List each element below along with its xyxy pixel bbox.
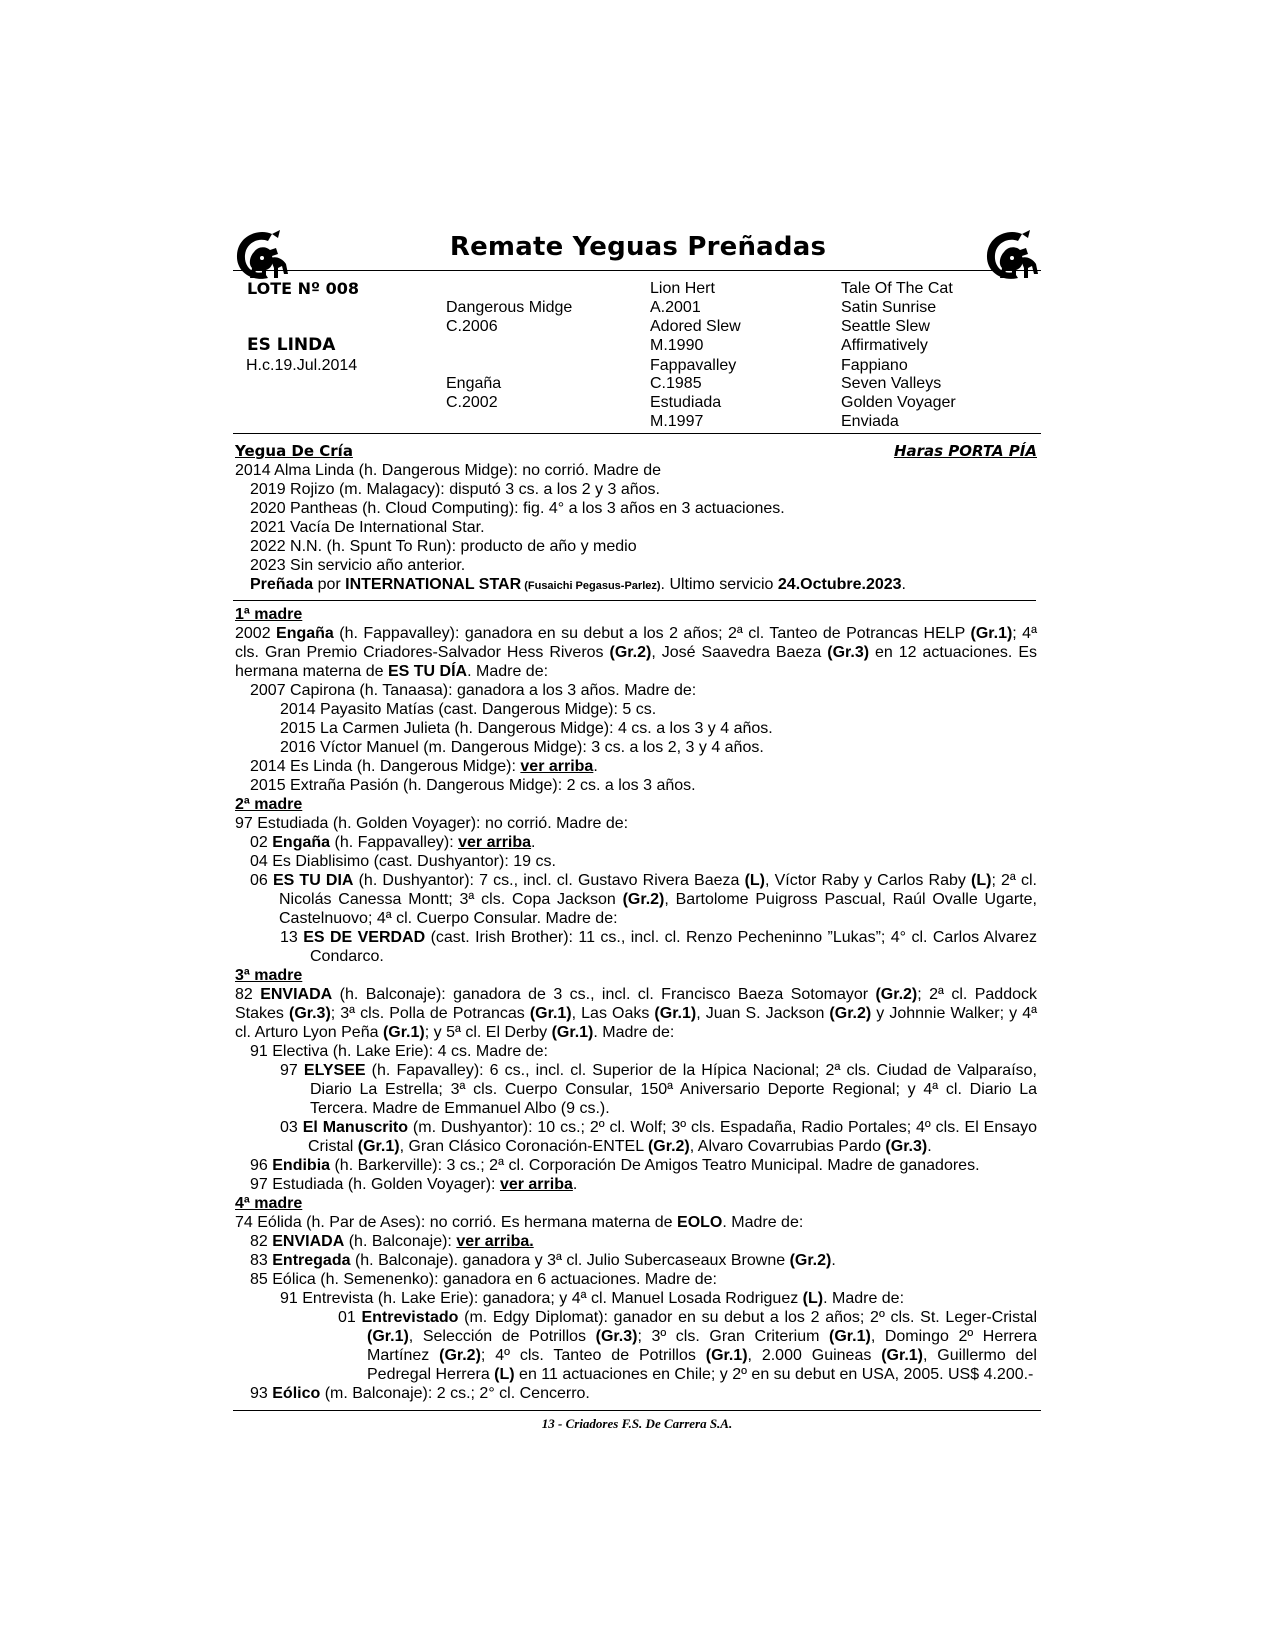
produce-line: 2014 Payasito Matías (cast. Dangerous Midge): 5 cs. <box>280 701 657 718</box>
produce-line: 2019 Rojizo (m. Malagacy): disputó 3 cs. a los 2 y 3 años. <box>250 481 660 498</box>
produce-line: 2021 Vacía De International Star. <box>250 519 485 536</box>
produce-line: 2020 Pantheas (h. Cloud Computing): fig. 4° a los 3 años en 3 actuaciones. <box>250 500 785 517</box>
horse-logo-icon <box>232 228 290 282</box>
see-above-link: ver arriba. <box>456 1233 534 1250</box>
section-heading: 4ª madre <box>235 1195 303 1212</box>
dam-record: 82 ENVIADA (h. Balconaje): ganadora de 3 cs., incl. cl. Francisco Baeza Sotomayor (Gr.2); 2ª cl. Paddock Stakes (Gr.3); 3ª cls. Polla de Potrancas (Gr.1), Las Oaks (Gr.1), Juan S. Jackson (Gr.2) y Johnnie Walker; y 4ª cl. Arturo Lyon Peña (Gr.1); y 5ª cl. El Derby (Gr.1). Madre de: <box>235 986 1038 1041</box>
section-heading: 1ª madre <box>235 606 303 623</box>
page-footer: 13 - Criadores F.S. De Carrera S.A. <box>541 1416 733 1431</box>
yegua-de-cria-header <box>235 442 1037 461</box>
catalog-text <box>235 442 1037 1403</box>
sire-info: C.2006 <box>446 318 498 335</box>
produce-line: 2015 La Carmen Julieta (h. Dangerous Midge): 4 cs. a los 3 y 4 años. <box>280 720 773 737</box>
lot-number: LOTE Nº 008 <box>247 279 360 298</box>
great-grandparent: Tale Of The Cat <box>841 280 953 297</box>
section-heading: 3ª madre <box>235 967 303 984</box>
see-above-link: ver arriba <box>458 834 532 851</box>
produce-line: 97 Estudiada (h. Golden Voyager): ver arriba. <box>250 1176 578 1193</box>
produce-line: 2023 Sin servicio año anterior. <box>250 557 466 574</box>
produce-record: 01 Entrevistado (m. Edgy Diplomat): ganador en su debut a los 2 años; 2º cls. St. Leger-Cristal (Gr.1), Selección de Potrillos (Gr.3); 3º cls. Gran Criterium (Gr.1), Domingo 2º Herrera Martínez (Gr.2); 4º cls. Tanteo de Potrillos (Gr.1), 2.000 Guineas (Gr.1), Guillermo del Pedregal Herrera (L) en 11 actuaciones en Chile; y 2º en su debut en USA, 2005. US$ 4.200.- <box>338 1309 1038 1383</box>
grandparent-info: M.1990 <box>650 337 704 354</box>
produce-line: 2022 N.N. (h. Spunt To Run): producto de año y medio <box>250 538 637 555</box>
produce-line: 04 Es Diablisimo (cast. Dushyantor): 19 cs. <box>250 853 556 870</box>
produce-record: 97 ELYSEE (h. Fapavalley): 6 cs., incl. cl. Superior de la Hípica Nacional; 2ª cls. Ciudad de Valparaíso, Diario La Estrella; 3ª cls. Cuerpo Consular, 150ª Aniversario Deporte Regional; y 4ª cl. Diario La Tercera. Madre de Emmanuel Albo (9 cs.). <box>280 1062 1037 1117</box>
produce-line: 83 Entregada (h. Balconaje). ganadora y 3ª cl. Julio Subercaseaux Browne (Gr.2). <box>250 1252 836 1269</box>
horse-details: H.c.19.Jul.2014 <box>246 357 358 374</box>
horse-name: ES LINDA <box>247 335 336 355</box>
produce-line: 2007 Capirona (h. Tanaasa): ganadora a los 3 años. Madre de: <box>250 682 697 699</box>
sire-name: Dangerous Midge <box>446 299 573 316</box>
pregnancy-line: Preñada por INTERNATIONAL STAR (Fusaichi Pegasus-Parlez). Ultimo servicio 24.Octubre.2023. <box>250 576 906 593</box>
haras-name: Haras PORTA PÍA <box>893 442 1037 460</box>
grandparent: Estudiada <box>650 394 722 411</box>
great-grandparent: Affirmatively <box>841 337 928 354</box>
produce-line: 2014 Es Linda (h. Dangerous Midge): ver arriba. <box>250 758 598 775</box>
pedigree-divider <box>233 433 1041 434</box>
grandparent: Adored Slew <box>650 318 741 335</box>
produce-line: 85 Eólica (h. Semenenko): ganadora en 6 actuaciones. Madre de: <box>250 1271 717 1288</box>
great-grandparent: Fappiano <box>841 357 908 374</box>
grandparent: Fappavalley <box>650 357 737 374</box>
grandparent-info: C.1985 <box>650 375 702 392</box>
great-grandparent: Seven Valleys <box>841 375 942 392</box>
produce-record: 03 El Manuscrito (m. Dushyantor): 10 cs.; 2º cl. Wolf; 3º cls. Espadaña, Radio Portales; 4º cls. El Ensayo Cristal (Gr.1), Gran Clásico Coronación-ENTEL (Gr.2), Alvaro Covarrubias Pardo (Gr.3). <box>280 1119 1038 1155</box>
dam-record: 2002 Engaña (h. Fappavalley): ganadora en su debut a los 2 años; 2ª cl. Tanteo de Potrancas HELP (Gr.1); 4ª cls. Gran Premio Criadores-Salvador Hess Riveros (Gr.2), José Saavedra Baeza (Gr.3) en 12 actuaciones. Es hermana materna de ES TU DÍA. Madre de: <box>235 625 1037 680</box>
footer-divider <box>233 1410 1041 1411</box>
see-above-link: ver arriba <box>499 1176 573 1193</box>
produce-line: 2015 Extraña Pasión (h. Dangerous Midge): 2 cs. a los 3 años. <box>250 777 696 794</box>
grandparent-info: M.1997 <box>650 413 704 430</box>
section-heading: Yegua De Cría <box>235 442 353 460</box>
horse-logo-icon <box>982 228 1040 282</box>
section-divider <box>233 600 1036 601</box>
produce-line: 91 Entrevista (h. Lake Erie): ganadora; y 4ª cl. Manuel Losada Rodriguez (L). Madre de: <box>280 1290 905 1307</box>
produce-line: 93 Eólico (m. Balconaje): 2 cs.; 2° cl. Cencerro. <box>250 1385 590 1402</box>
produce-line: 2014 Alma Linda (h. Dangerous Midge): no corrió. Madre de <box>235 462 662 479</box>
produce-record: 06 ES TU DIA (h. Dushyantor): 7 cs., incl. cl. Gustavo Rivera Baeza (L), Víctor Raby y Carlos Raby (L); 2ª cl. Nicolás Canessa Montt; 3ª cls. Copa Jackson (Gr.2), Bartolome Puigross Pascual, Raúl Ovalle Ugarte, Castelnuovo; 4ª cl. Cuerpo Consular. Madre de: <box>250 872 1038 927</box>
great-grandparent: Seattle Slew <box>841 318 930 335</box>
great-grandparent: Enviada <box>841 413 899 430</box>
grandparent: Lion Hert <box>650 280 715 297</box>
dam-record: 74 Eólida (h. Par de Ases): no corrió. Es hermana materna de EOLO. Madre de: <box>235 1214 804 1231</box>
dam-record: 97 Estudiada (h. Golden Voyager): no corrió. Madre de: <box>235 815 629 832</box>
produce-line: 82 ENVIADA (h. Balconaje): ver arriba. <box>250 1233 534 1250</box>
produce-line: 91 Electiva (h. Lake Erie): 4 cs. Madre de: <box>250 1043 548 1060</box>
produce-line: 96 Endibia (h. Barkerville): 3 cs.; 2ª cl. Corporación De Amigos Teatro Municipal. Madre de ganadores. <box>250 1157 980 1174</box>
great-grandparent: Satin Sunrise <box>841 299 937 316</box>
section-heading: 2ª madre <box>235 796 303 813</box>
produce-line: 02 Engaña (h. Fappavalley): ver arriba. <box>250 834 536 851</box>
dam-info: C.2002 <box>446 394 498 411</box>
grandparent-info: A.2001 <box>650 299 701 316</box>
produce-record: 13 ES DE VERDAD (cast. Irish Brother): 11 cs., incl. cl. Renzo Pecheninno ”Lukas”; 4° cl. Carlos Alvarez Condarco. <box>280 929 1037 965</box>
page-title: Remate Yeguas Preñadas <box>449 232 827 262</box>
title-divider <box>233 270 1041 271</box>
produce-line: 2016 Víctor Manuel (m. Dangerous Midge): 3 cs. a los 2, 3 y 4 años. <box>280 739 764 756</box>
dam-name: Engaña <box>446 375 502 392</box>
great-grandparent: Golden Voyager <box>841 394 956 411</box>
see-above-link: ver arriba <box>520 758 594 775</box>
